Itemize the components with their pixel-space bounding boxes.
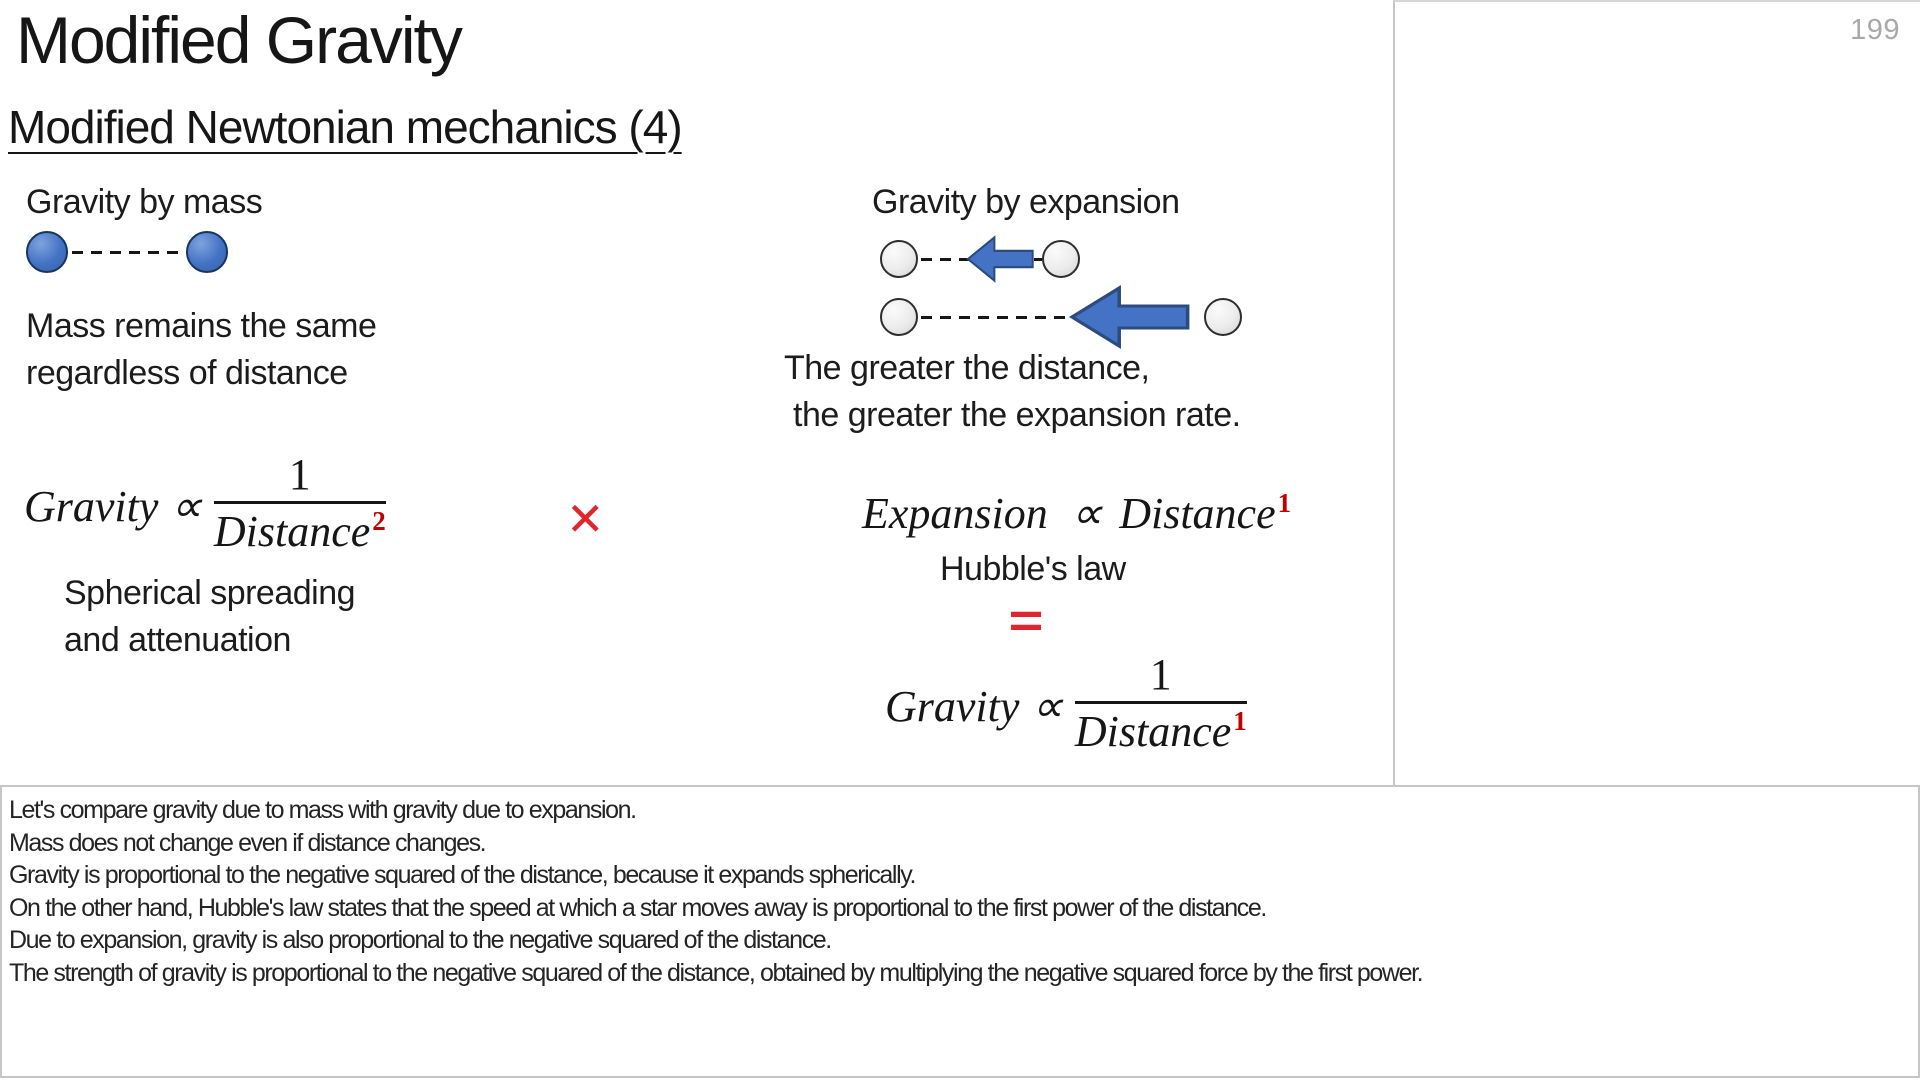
- equals-icon: =: [1008, 595, 1044, 648]
- galaxy-particle-icon: [1042, 240, 1080, 278]
- notes-line: The strength of gravity is proportional to the negative squared of the distance, obtained by multiplying the negative squared force by the first power.: [9, 958, 1423, 987]
- formula-rhs: Distance: [1119, 489, 1276, 538]
- gravity-by-mass-heading: Gravity by mass: [26, 183, 263, 221]
- notes-panel[interactable]: [0, 785, 1920, 1078]
- mass-caption-line1: Mass remains the same: [26, 307, 377, 345]
- notes-line: Gravity is proportional to the negative squared of the distance, because it expands spherically.: [9, 861, 916, 889]
- mass-diagram: [26, 231, 236, 277]
- notes-line: Mass does not change even if distance changes.: [9, 828, 486, 857]
- distance-dashed-line: [1034, 258, 1042, 261]
- expansion-caption-line1: The greater the distance,: [784, 349, 1150, 387]
- red-exponent: 2: [372, 506, 386, 536]
- slide-title: Modified Gravity: [16, 3, 461, 77]
- denominator-word: Distance: [213, 507, 371, 556]
- notes-text: [9, 794, 1909, 989]
- expansion-diagram-row1: [880, 238, 1080, 284]
- mass-particle-icon: [186, 231, 228, 273]
- proportional-symbol: ∝: [1031, 682, 1063, 731]
- mass-caption-line2: regardless of distance: [26, 354, 348, 392]
- fraction-numerator: 1: [1075, 652, 1247, 704]
- gravity-by-expansion-heading: Gravity by expansion: [872, 183, 1180, 221]
- fraction-numerator: 1: [214, 452, 386, 504]
- side-panel[interactable]: [1393, 0, 1920, 787]
- formula-lhs: Expansion: [862, 489, 1048, 538]
- expansion-formula: [862, 488, 1291, 539]
- red-exponent: 1: [1233, 706, 1247, 736]
- proportional-symbol: ∝: [170, 482, 202, 531]
- denominator-word: Distance: [1074, 707, 1232, 756]
- expansion-caption-line2: the greater the expansion rate.: [793, 396, 1241, 434]
- distance-dashed-line: [921, 316, 1071, 319]
- hubble-law-label: Hubble's law: [940, 550, 1126, 588]
- fraction: [214, 452, 386, 561]
- multiplication-icon: ✕: [566, 493, 605, 545]
- galaxy-particle-icon: [1204, 298, 1242, 336]
- galaxy-particle-icon: [880, 298, 918, 336]
- fraction-denominator: [214, 504, 386, 561]
- notes-line: Let's compare gravity due to mass with gravity due to expansion.: [9, 796, 636, 824]
- fraction: [1075, 652, 1247, 761]
- notes-line: Due to expansion, gravity is also proportional to the negative squared of the distance.: [9, 926, 831, 954]
- notes-line: On the other hand, Hubble's law states that the speed at which a star moves away is proportional to the first power of the distance.: [9, 893, 1266, 922]
- fraction-denominator: [1075, 704, 1247, 761]
- gravity-mass-formula: [24, 452, 386, 561]
- mass-particle-icon: [26, 231, 68, 273]
- spreading-note-line1: Spherical spreading: [64, 574, 356, 612]
- expansion-arrow-large-icon: [1072, 286, 1190, 348]
- slide-subtitle: Modified Newtonian mechanics (4): [8, 101, 682, 153]
- expansion-diagram-row2: [880, 286, 1245, 348]
- red-exponent: 1: [1277, 488, 1292, 518]
- formula-lhs: Gravity: [24, 482, 159, 531]
- distance-dashed-line: [921, 258, 969, 261]
- proportional-symbol: ∝: [1070, 489, 1103, 538]
- gravity-expansion-formula: [885, 652, 1247, 761]
- formula-lhs: Gravity: [885, 682, 1020, 731]
- page-number: 199: [1850, 14, 1900, 46]
- distance-dashed-line: [72, 251, 184, 254]
- galaxy-particle-icon: [880, 240, 918, 278]
- spreading-note-line2: and attenuation: [64, 621, 291, 659]
- expansion-arrow-small-icon: [968, 236, 1034, 282]
